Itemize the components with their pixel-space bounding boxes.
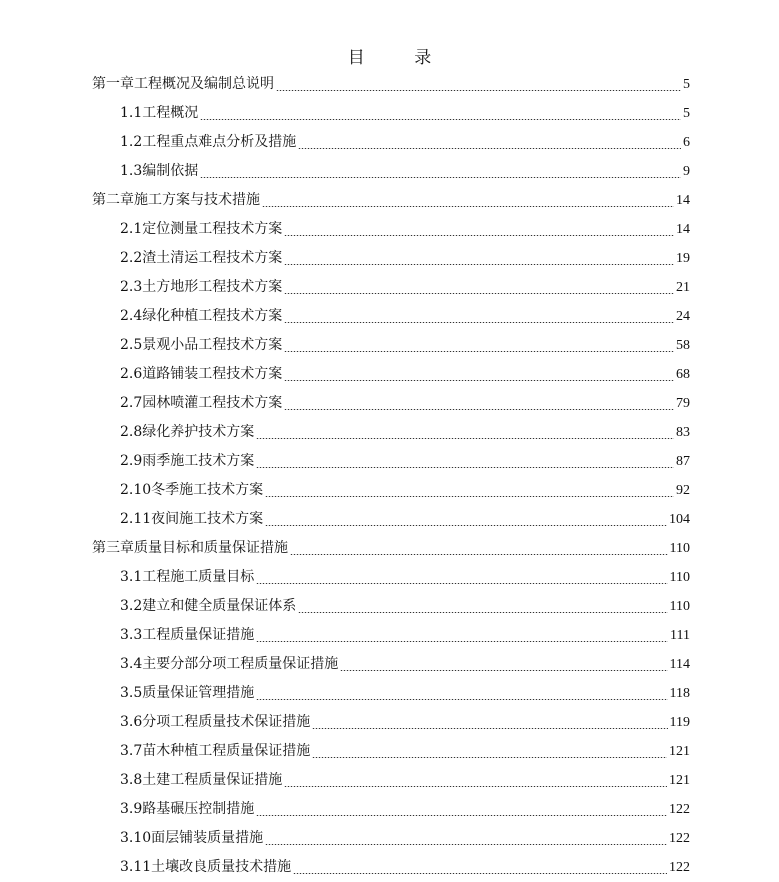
toc-page-number: 14 bbox=[676, 193, 690, 208]
toc-page-number: 118 bbox=[669, 686, 690, 701]
toc-dot-leader bbox=[262, 206, 674, 207]
toc-page-number: 92 bbox=[676, 483, 690, 498]
toc-entry-label: 3.7苗木种植工程质量保证措施 bbox=[120, 743, 311, 759]
toc-section-entry[interactable] bbox=[92, 824, 690, 853]
toc-page-number: 24 bbox=[676, 309, 690, 324]
toc-section-entry[interactable] bbox=[92, 128, 690, 157]
toc-dot-leader bbox=[293, 873, 667, 874]
toc-page-number: 114 bbox=[669, 657, 690, 672]
toc-page-number: 79 bbox=[676, 396, 690, 411]
toc-section-entry[interactable] bbox=[92, 853, 690, 882]
toc-section-entry[interactable] bbox=[92, 389, 690, 418]
toc-page-number: 104 bbox=[669, 512, 690, 527]
toc-list bbox=[92, 70, 690, 882]
toc-entry-label: 2.8绿化养护技术方案 bbox=[120, 424, 255, 440]
toc-section-entry[interactable] bbox=[92, 273, 690, 302]
toc-entry-label: 3.3工程质量保证措施 bbox=[120, 627, 255, 643]
toc-page-number: 110 bbox=[669, 570, 690, 585]
toc-entry-label: 1.1工程概况 bbox=[120, 105, 199, 121]
toc-page-number: 111 bbox=[670, 628, 690, 643]
toc-entry-label: 3.5质量保证管理措施 bbox=[120, 685, 255, 701]
toc-section-entry[interactable] bbox=[92, 476, 690, 505]
toc-dot-leader bbox=[312, 757, 667, 758]
toc-entry-label: 2.7园林喷灌工程技术方案 bbox=[120, 395, 283, 411]
toc-dot-leader bbox=[284, 380, 674, 381]
toc-page-number: 19 bbox=[676, 251, 690, 266]
toc-page-number: 110 bbox=[669, 599, 690, 614]
toc-entry-label: 2.2渣土清运工程技术方案 bbox=[120, 250, 283, 266]
toc-entry-label: 2.6道路铺装工程技术方案 bbox=[120, 366, 283, 382]
toc-entry-label: 3.4主要分部分项工程质量保证措施 bbox=[120, 656, 339, 672]
toc-page-number: 121 bbox=[669, 773, 690, 788]
toc-dot-leader bbox=[298, 148, 681, 149]
toc-dot-leader bbox=[256, 699, 667, 700]
toc-section-entry[interactable] bbox=[92, 592, 690, 621]
toc-entry-label: 2.10冬季施工技术方案 bbox=[120, 482, 264, 498]
toc-entry-label: 3.2建立和健全质量保证体系 bbox=[120, 598, 297, 614]
toc-page-number: 5 bbox=[683, 77, 690, 92]
toc-section-entry[interactable] bbox=[92, 99, 690, 128]
toc-section-entry[interactable] bbox=[92, 650, 690, 679]
toc-dot-leader bbox=[284, 409, 674, 410]
toc-page-number: 122 bbox=[669, 860, 690, 875]
toc-dot-leader bbox=[200, 177, 681, 178]
toc-page-number: 68 bbox=[676, 367, 690, 382]
toc-dot-leader bbox=[340, 670, 667, 671]
toc-chapter-entry[interactable] bbox=[92, 70, 690, 99]
toc-dot-leader bbox=[265, 525, 667, 526]
toc-dot-leader bbox=[276, 90, 681, 91]
toc-entry-label: 3.6分项工程质量技术保证措施 bbox=[120, 714, 311, 730]
toc-section-entry[interactable] bbox=[92, 244, 690, 273]
toc-dot-leader bbox=[284, 322, 674, 323]
toc-section-entry[interactable] bbox=[92, 679, 690, 708]
toc-entry-label: 3.11土壤改良质量技术措施 bbox=[120, 859, 292, 875]
toc-dot-leader bbox=[256, 438, 674, 439]
toc-entry-label: 2.11夜间施工技术方案 bbox=[120, 511, 264, 527]
toc-dot-leader bbox=[256, 583, 667, 584]
toc-dot-leader bbox=[265, 496, 674, 497]
toc-section-entry[interactable] bbox=[92, 795, 690, 824]
toc-section-entry[interactable] bbox=[92, 737, 690, 766]
toc-entry-label: 3.1工程施工质量目标 bbox=[120, 569, 255, 585]
toc-page-number: 83 bbox=[676, 425, 690, 440]
toc-section-entry[interactable] bbox=[92, 331, 690, 360]
toc-page-number: 122 bbox=[669, 802, 690, 817]
toc-section-entry[interactable] bbox=[92, 360, 690, 389]
toc-page-number: 6 bbox=[683, 135, 690, 150]
toc-page-number: 9 bbox=[683, 164, 690, 179]
toc-dot-leader bbox=[256, 467, 674, 468]
toc-dot-leader bbox=[284, 786, 667, 787]
toc-entry-label: 2.1定位测量工程技术方案 bbox=[120, 221, 283, 237]
toc-dot-leader bbox=[284, 264, 674, 265]
toc-entry-label: 3.10面层铺装质量措施 bbox=[120, 830, 264, 846]
toc-page-number: 122 bbox=[669, 831, 690, 846]
toc-page-number: 121 bbox=[669, 744, 690, 759]
toc-entry-label: 3.8土建工程质量保证措施 bbox=[120, 772, 283, 788]
toc-dot-leader bbox=[284, 235, 674, 236]
toc-dot-leader bbox=[284, 293, 674, 294]
toc-page-number: 87 bbox=[676, 454, 690, 469]
toc-entry-label: 1.2工程重点难点分析及措施 bbox=[120, 134, 297, 150]
toc-dot-leader bbox=[256, 641, 668, 642]
toc-dot-leader bbox=[284, 351, 674, 352]
toc-page-number: 5 bbox=[683, 106, 690, 121]
toc-dot-leader bbox=[290, 554, 668, 555]
toc-section-entry[interactable] bbox=[92, 302, 690, 331]
toc-page-number: 58 bbox=[676, 338, 690, 353]
toc-section-entry[interactable] bbox=[92, 418, 690, 447]
toc-entry-label: 第三章质量目标和质量保证措施 bbox=[92, 540, 288, 556]
toc-entry-label: 2.3土方地形工程技术方案 bbox=[120, 279, 283, 295]
toc-chapter-entry[interactable] bbox=[92, 186, 690, 215]
toc-section-entry[interactable] bbox=[92, 766, 690, 795]
toc-chapter-entry[interactable] bbox=[92, 534, 690, 563]
toc-section-entry[interactable] bbox=[92, 621, 690, 650]
toc-dot-leader bbox=[200, 119, 681, 120]
toc-page-number: 110 bbox=[669, 541, 690, 556]
toc-entry-label: 2.4绿化种植工程技术方案 bbox=[120, 308, 283, 324]
toc-page-number: 14 bbox=[676, 222, 690, 237]
toc-section-entry[interactable] bbox=[92, 708, 690, 737]
toc-page-number: 21 bbox=[676, 280, 690, 295]
toc-entry-label: 第二章施工方案与技术措施 bbox=[92, 192, 260, 208]
toc-dot-leader bbox=[298, 612, 667, 613]
toc-dot-leader bbox=[265, 844, 667, 845]
toc-entry-label: 3.9路基碾压控制措施 bbox=[120, 801, 255, 817]
toc-section-entry[interactable] bbox=[92, 505, 690, 534]
toc-entry-label: 2.9雨季施工技术方案 bbox=[120, 453, 255, 469]
toc-dot-leader bbox=[256, 815, 667, 816]
toc-section-entry[interactable] bbox=[92, 215, 690, 244]
toc-section-entry[interactable] bbox=[92, 157, 690, 186]
toc-title: 目 录 bbox=[347, 48, 454, 68]
toc-entry-label: 1.3编制依据 bbox=[120, 163, 199, 179]
toc-entry-label: 2.5景观小品工程技术方案 bbox=[120, 337, 283, 353]
toc-section-entry[interactable] bbox=[92, 563, 690, 592]
toc-dot-leader bbox=[312, 728, 667, 729]
toc-page-number: 119 bbox=[669, 715, 690, 730]
toc-section-entry[interactable] bbox=[92, 447, 690, 476]
toc-entry-label: 第一章工程概况及编制总说明 bbox=[92, 76, 274, 92]
